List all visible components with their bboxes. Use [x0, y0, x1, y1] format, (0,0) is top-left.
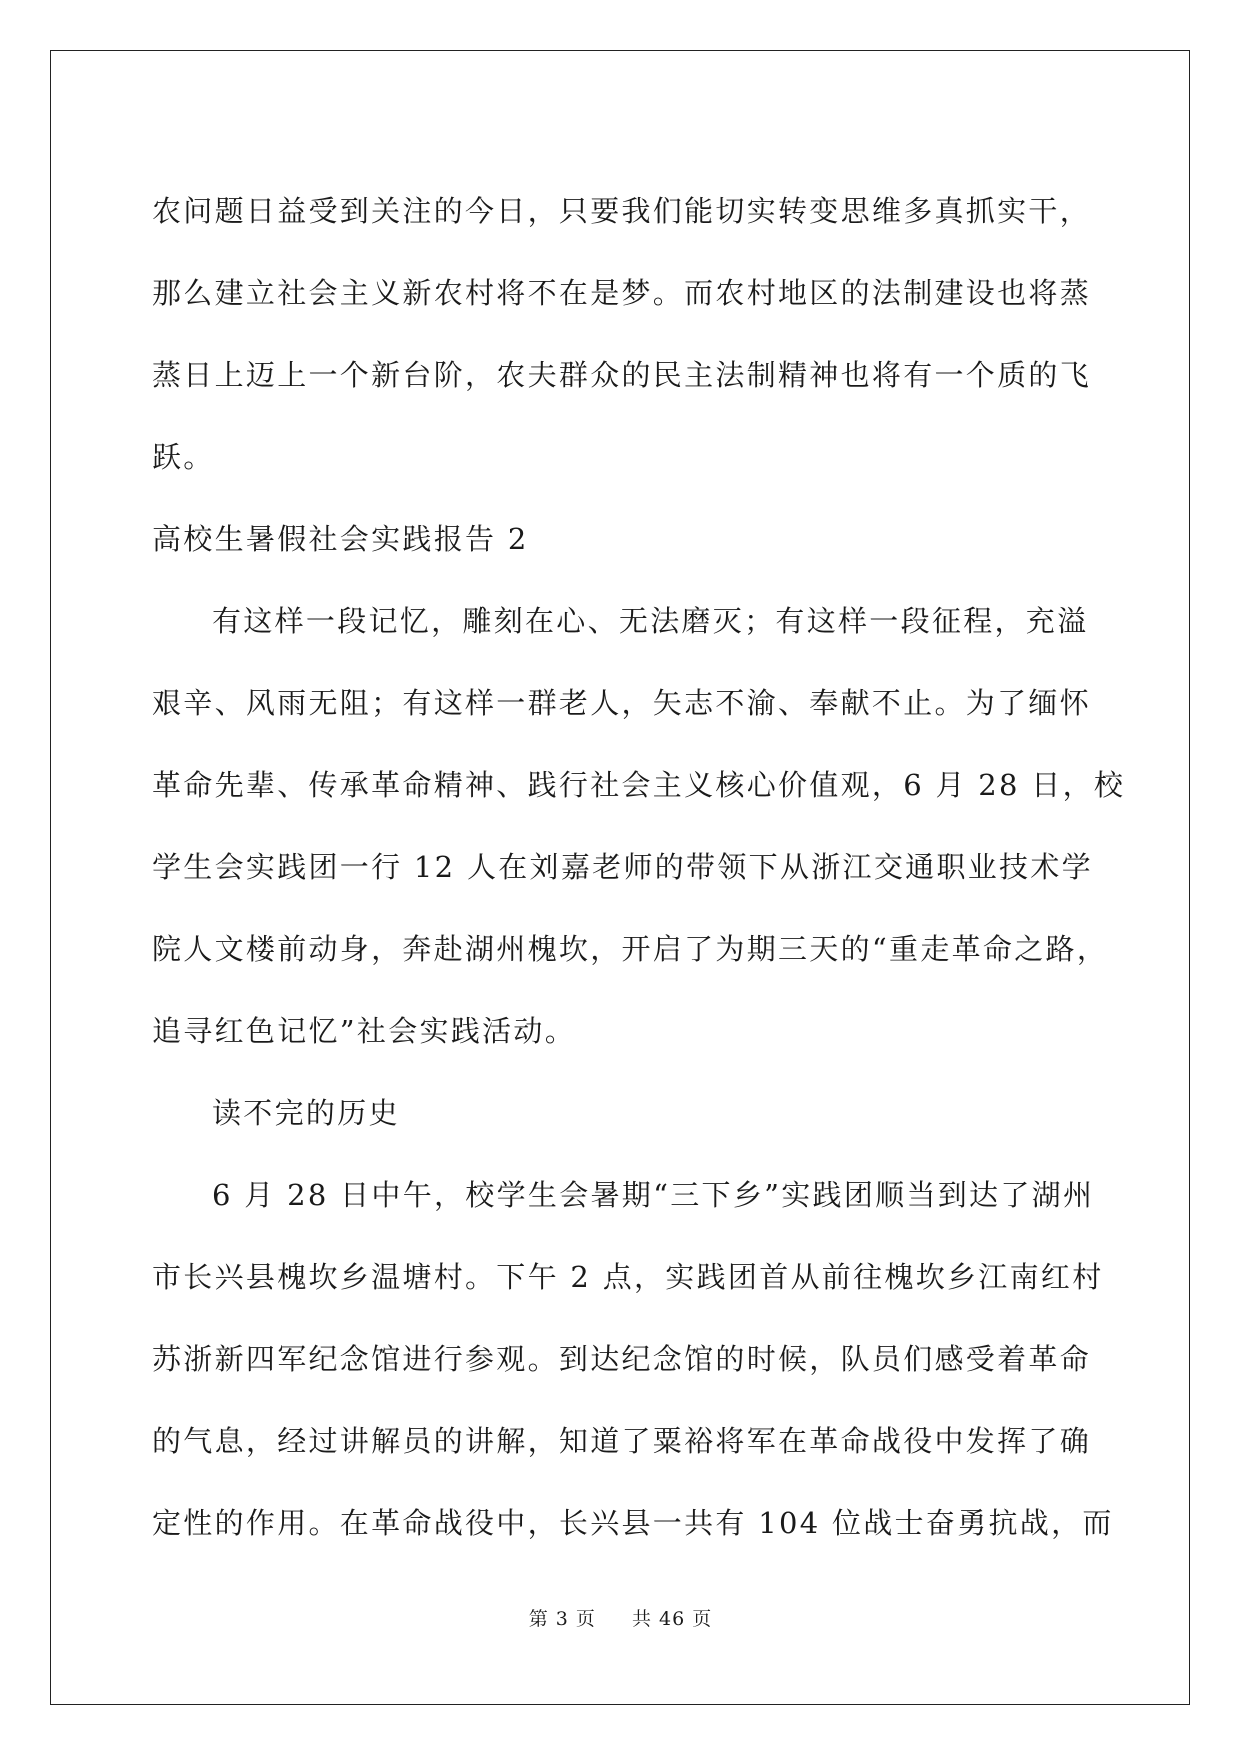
text-line: 苏浙新四军纪念馆进行参观。到达纪念馆的时候，队员们感受着革命 — [152, 1342, 1092, 1376]
document-body — [152, 170, 1126, 1564]
page-number: 第 3 页 — [528, 1608, 596, 1630]
text-line: 学生会实践团一行 12 人在刘嘉老师的带领下从浙江交通职业技术学 — [152, 850, 1093, 884]
text-line: 那么建立社会主义新农村将不在是梦。而农村地区的法制建设也将蒸 — [152, 276, 1092, 310]
page-total: 共 46 页 — [632, 1608, 713, 1630]
text-line: 定性的作用。在革命战役中，长兴县一共有 104 位战士奋勇抗战，而 — [152, 1506, 1114, 1540]
text-line: 艰辛、风雨无阻；有这样一群老人，矢志不渝、奉献不止。为了缅怀 — [152, 686, 1092, 720]
text-line: 市长兴县槐坎乡温塘村。下午 2 点，实践团首从前往槐坎乡江南红村 — [152, 1260, 1104, 1294]
text-line: 追寻红色记忆”社会实践活动。 — [152, 1014, 577, 1048]
page-footer — [0, 1604, 1241, 1631]
text-line: 跃。 — [152, 440, 215, 474]
subheading: 读不完的历史 — [212, 1096, 400, 1130]
text-line: 有这样一段记忆，雕刻在心、无法磨灭；有这样一段征程，充溢 — [212, 604, 1089, 638]
text-line: 的气息，经过讲解员的讲解，知道了粟裕将军在革命战役中发挥了确 — [152, 1424, 1092, 1458]
text-line: 革命先辈、传承革命精神、践行社会主义核心价值观，6 月 28 日，校 — [152, 768, 1126, 802]
text-line: 6 月 28 日中午，校学生会暑期“三下乡”实践团顺当到达了湖州 — [212, 1178, 1095, 1212]
text-line: 院人文楼前动身，奔赴湖州槐坎，开启了为期三天的“重走革命之路， — [152, 932, 1109, 966]
text-line: 蒸日上迈上一个新台阶，农夫群众的民主法制精神也将有一个质的飞 — [152, 358, 1092, 392]
text-line: 农问题日益受到关注的今日，只要我们能切实转变思维多真抓实干， — [152, 194, 1092, 228]
section-heading: 高校生暑假社会实践报告 2 — [152, 522, 529, 556]
